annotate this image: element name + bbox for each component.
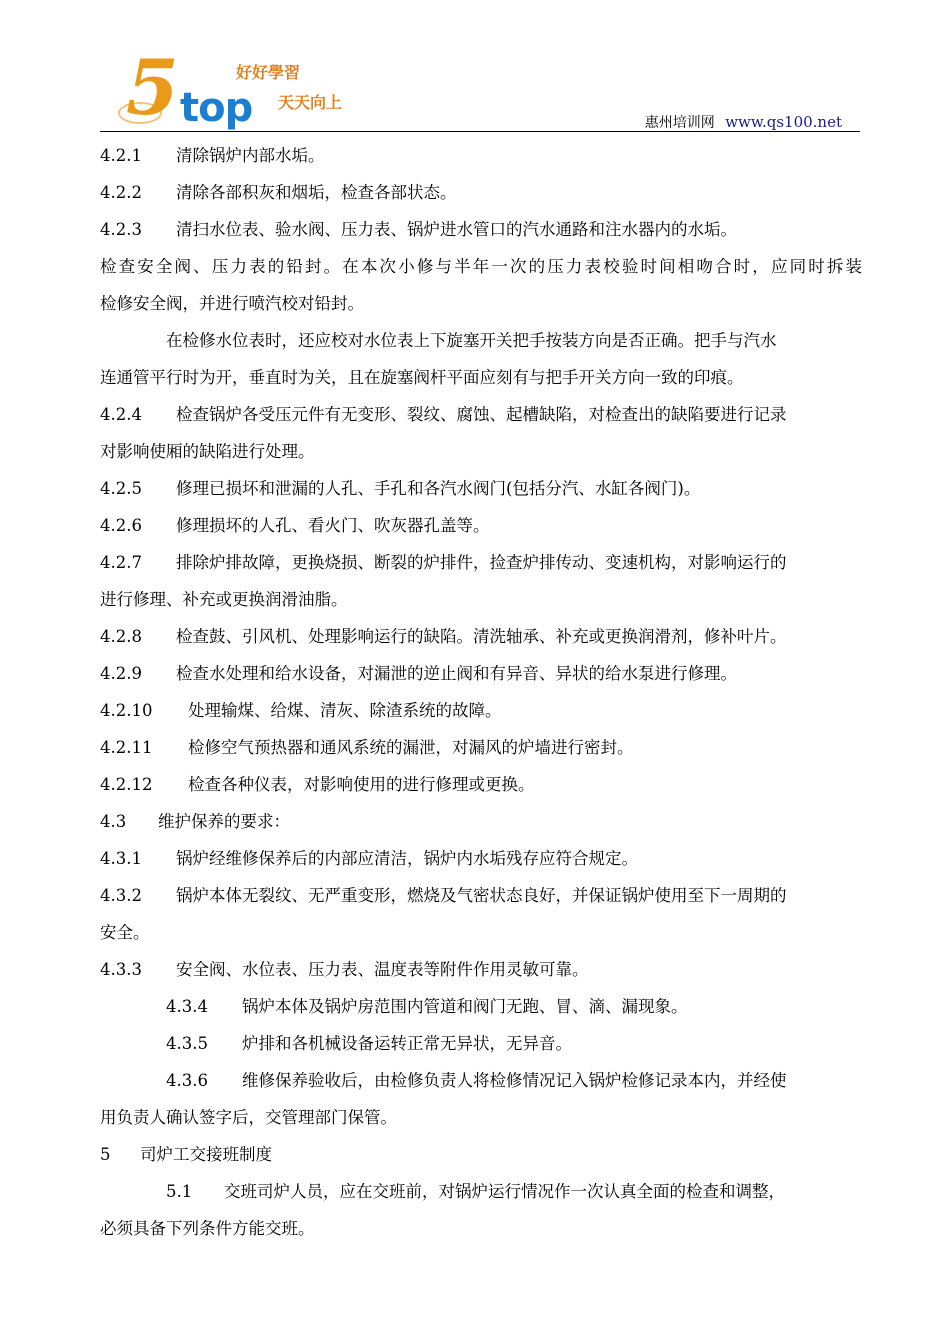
site-logo <box>118 43 358 132</box>
text-line <box>100 248 862 285</box>
text-line <box>100 470 862 507</box>
text-line <box>100 840 862 877</box>
text-line <box>100 1025 862 1062</box>
clause-number: 5.1 <box>166 1182 193 1201</box>
clause-text: 炉排和各机械设备运转正常无异状，无异音。 <box>242 1034 572 1053</box>
clause-number: 4.2.4 <box>100 405 142 424</box>
paragraph-text: 进行修理、补充或更换润滑油脂。 <box>100 590 348 609</box>
text-line <box>100 1062 862 1099</box>
paragraph-text: 检查安全阀、压力表的铅封。在本次小修与半年一次的压力表校验时间相吻合时，应同时拆装 <box>100 257 862 276</box>
site-info <box>645 112 842 132</box>
logo-top: top <box>180 85 253 131</box>
text-line <box>100 1099 862 1136</box>
clause-text: 清扫水位表、验水阀、压力表、锅炉进水管口的汽水通路和注水器内的水垢。 <box>176 220 737 239</box>
text-line <box>100 174 862 211</box>
logo-five: 5 <box>126 43 179 132</box>
clause-number: 4.2.11 <box>100 738 153 757</box>
clause-number: 4.2.5 <box>100 479 142 498</box>
clause-number: 4.2.3 <box>100 220 142 239</box>
paragraph-text: 检修安全阀，并进行喷汽校对铅封。 <box>100 294 364 313</box>
text-line <box>100 877 862 914</box>
text-line <box>100 359 862 396</box>
text-line <box>100 544 862 581</box>
clause-text: 修理已损坏和泄漏的人孔、手孔和各汽水阀门(包括分汽、水缸各阀门)。 <box>176 479 701 498</box>
clause-text: 维修保养验收后，由检修负责人将检修情况记入锅炉检修记录本内，并经使 <box>242 1071 787 1090</box>
text-line <box>100 581 862 618</box>
text-line <box>100 396 862 433</box>
clause-number: 4.2.10 <box>100 701 153 720</box>
text-line <box>100 988 862 1025</box>
clause-number: 4.3.3 <box>100 960 142 979</box>
clause-text: 清除锅炉内部水垢。 <box>176 146 325 165</box>
header-divider <box>100 131 860 132</box>
clause-text: 锅炉本体及锅炉房范围内管道和阀门无跑、冒、滴、漏现象。 <box>242 997 688 1016</box>
logo-slogan-2: 天天向上 <box>278 93 343 112</box>
clause-number: 4.2.1 <box>100 146 142 165</box>
text-line <box>100 766 862 803</box>
paragraph-text: 用负责人确认签字后，交管理部门保管。 <box>100 1108 397 1127</box>
text-line <box>100 322 862 359</box>
clause-number: 4.3.4 <box>166 997 208 1016</box>
clause-text: 维护保养的要求： <box>158 812 290 831</box>
clause-number: 4.3.5 <box>166 1034 208 1053</box>
text-line <box>100 1210 862 1247</box>
clause-text: 检查锅炉各受压元件有无变形、裂纹、腐蚀、起槽缺陷，对检查出的缺陷要进行记录 <box>176 405 787 424</box>
clause-text: 检修空气预热器和通风系统的漏泄，对漏风的炉墙进行密封。 <box>188 738 634 757</box>
site-org-name: 惠州培训网 <box>644 115 715 131</box>
clause-number: 4.2.8 <box>100 627 142 646</box>
text-line <box>100 951 862 988</box>
clause-number: 4.3.2 <box>100 886 142 905</box>
paragraph-text: 连通管平行时为开，垂直时为关，且在旋塞阀杆平面应刻有与把手开关方向一致的印痕。 <box>100 368 744 387</box>
paragraph-text: 在检修水位表时，还应校对水位表上下旋塞开关把手按装方向是否正确。把手与汽水 <box>166 331 777 350</box>
text-line <box>100 507 862 544</box>
clause-text: 检查鼓、引风机、处理影响运行的缺陷。清洗轴承、补充或更换润滑剂，修补叶片。 <box>176 627 787 646</box>
page-header <box>100 40 860 132</box>
text-line <box>100 655 862 692</box>
clause-number: 4.2.2 <box>100 183 142 202</box>
text-line <box>100 692 862 729</box>
clause-number: 4.3.6 <box>166 1071 208 1090</box>
clause-number: 4.3.1 <box>100 849 142 868</box>
clause-number: 4.3 <box>100 812 127 831</box>
text-line <box>100 1173 862 1210</box>
paragraph-text: 必须具备下列条件方能交班。 <box>100 1219 315 1238</box>
clause-number: 4.2.7 <box>100 553 142 572</box>
clause-text: 交班司炉人员，应在交班前，对锅炉运行情况作一次认真全面的检查和调整， <box>224 1182 785 1201</box>
clause-text: 排除炉排故障，更换烧损、断裂的炉排件，捡查炉排传动、变速机构，对影响运行的 <box>176 553 787 572</box>
text-line <box>100 1136 862 1173</box>
clause-text: 清除各部积灰和烟垢，检查各部状态。 <box>176 183 457 202</box>
paragraph-text: 对影响使厢的缺陷进行处理。 <box>100 442 315 461</box>
text-line <box>100 433 862 470</box>
clause-text: 锅炉本体无裂纹、无严重变形，燃烧及气密状态良好，并保证锅炉使用至下一周期的 <box>176 886 787 905</box>
section-title: 司炉工交接班制度 <box>140 1145 272 1164</box>
text-line <box>100 618 862 655</box>
text-line <box>100 914 862 951</box>
clause-text: 安全阀、水位表、压力表、温度表等附件作用灵敏可靠。 <box>176 960 589 979</box>
clause-number: 4.2.6 <box>100 516 142 535</box>
clause-text: 检查水处理和给水设备，对漏泄的逆止阀和有异音、异状的给水泵进行修理。 <box>176 664 737 683</box>
text-line <box>100 803 862 840</box>
text-line <box>100 285 862 322</box>
clause-text: 检查各种仪表，对影响使用的进行修理或更换。 <box>188 775 535 794</box>
logo-slogan-1: 好好學習 <box>236 63 301 82</box>
clause-number: 4.2.12 <box>100 775 153 794</box>
paragraph-text: 安全。 <box>100 923 150 942</box>
clause-text: 锅炉经维修保养后的内部应清洁，锅炉内水垢残存应符合规定。 <box>176 849 638 868</box>
text-line <box>100 137 862 174</box>
document-body <box>100 137 862 1247</box>
clause-text: 修理损坏的人孔、看火门、吹灰器孔盖等。 <box>176 516 490 535</box>
site-url-link[interactable]: www.qs100.net <box>725 113 842 131</box>
text-line <box>100 211 862 248</box>
clause-text: 处理输煤、给煤、清灰、除渣系统的故障。 <box>188 701 502 720</box>
text-line <box>100 729 862 766</box>
section-number: 5 <box>100 1145 111 1164</box>
clause-number: 4.2.9 <box>100 664 142 683</box>
